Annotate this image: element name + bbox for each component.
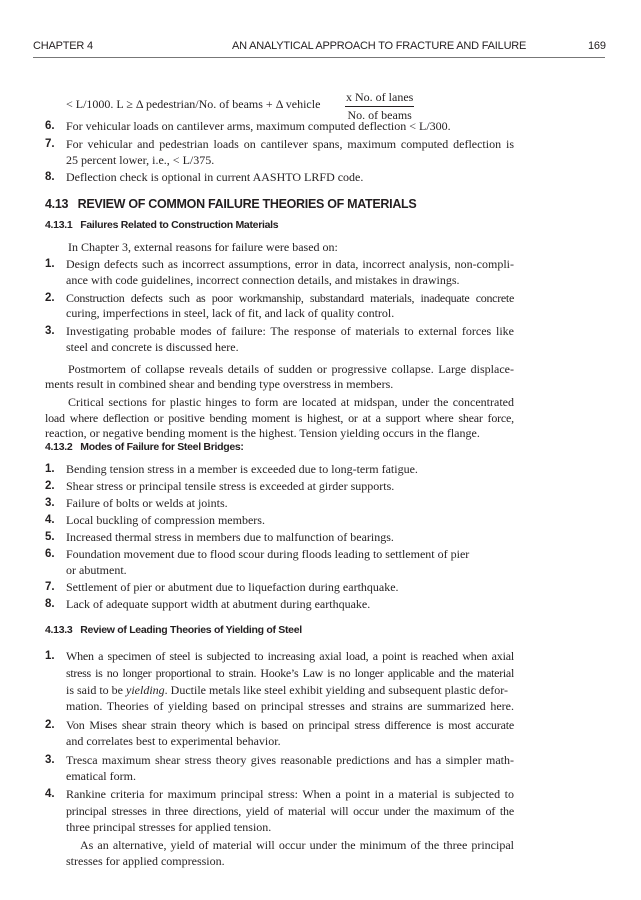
header-rule xyxy=(33,57,605,58)
section-heading xyxy=(45,197,416,211)
list-item-line: Foundation movement due to flood scour during floods leading to settlement of pier xyxy=(66,547,470,561)
subsection-number: 4.13.2 xyxy=(45,441,73,453)
list-number: 2. xyxy=(45,480,55,492)
list-item-line: Rankine criteria for maximum principal stress: When a point in a material is subjected to xyxy=(66,787,514,801)
list-item-line: and correlates best to experimental behavior. xyxy=(66,734,281,748)
list-number: 6. xyxy=(45,120,55,132)
fraction-denominator: No. of beams xyxy=(347,108,412,122)
chapter-label: CHAPTER 4 xyxy=(33,40,93,52)
list-number: 4. xyxy=(45,514,55,526)
paragraph-line: load where deflection or positive bending moment is highest, or at a support where shear force, xyxy=(45,411,514,425)
subsection-title: Review of Leading Theories of Yielding of Steel xyxy=(80,624,302,636)
subsection-title: Failures Related to Construction Materials xyxy=(80,219,279,231)
list-number: 1. xyxy=(45,650,55,662)
text-run: . Ductile metals like steel exhibit yielding and subsequent plastic defor- xyxy=(164,683,508,697)
list-item-line: or abutment. xyxy=(66,563,127,577)
list-number: 2. xyxy=(45,719,55,731)
list-number: 1. xyxy=(45,258,55,270)
paragraph-line: reaction, or negative bending moment is the highest. Tension yielding occurs in the flange. xyxy=(45,426,480,440)
list-number: 1. xyxy=(45,463,55,475)
list-item-line: Settlement of pier or abutment due to liquefaction during earthquake. xyxy=(66,580,399,594)
list-number: 8. xyxy=(45,598,55,610)
list-number: 3. xyxy=(45,754,55,766)
paragraph-line: stresses for applied compression. xyxy=(66,854,225,868)
text-run: is said to be xyxy=(66,683,123,697)
list-item-line: mation. Theories of yielding based on principal stresses and strains are summarized here. xyxy=(66,699,514,713)
intro-paragraph: In Chapter 3, external reasons for failure were based on: xyxy=(68,240,338,254)
list-item-line: Construction defects such as poor workmanship, substandard materials, inadequate concrete xyxy=(66,291,514,305)
list-item-line: 25 percent lower, i.e., < L/375. xyxy=(66,153,215,167)
list-item-line: Local buckling of compression members. xyxy=(66,513,265,527)
list-item-line: Increased thermal stress in members due to malfunction of bearings. xyxy=(66,530,394,544)
subsection-title: Modes of Failure for Steel Bridges: xyxy=(80,441,244,453)
list-item-line: Investigating probable modes of failure: The response of materials to external forces like xyxy=(66,324,514,338)
list-item-line: For vehicular and pedestrian loads on cantilever spans, maximum computed deflection is xyxy=(66,137,514,151)
page-number: 169 xyxy=(588,40,606,52)
list-item-line: Lack of adequate support width at abutment during earthquake. xyxy=(66,597,371,611)
list-item-line: three principal stresses for applied tension. xyxy=(66,820,272,834)
list-number: 3. xyxy=(45,497,55,509)
list-item-line: For vehicular loads on cantilever arms, maximum computed deflection < L/300. xyxy=(66,119,451,133)
list-item-line: principal stresses in three directions, yield of material will occur under the maximum of the xyxy=(66,804,514,818)
running-title: AN ANALYTICAL APPROACH TO FRACTURE AND FAILURE xyxy=(232,40,527,52)
subsection-heading xyxy=(45,219,278,231)
subsection-number: 4.13.3 xyxy=(45,624,73,636)
list-item-line: steel and concrete is discussed here. xyxy=(66,340,239,354)
list-item-line: Deflection check is optional in current AASHTO LRFD code. xyxy=(66,170,364,184)
list-number: 4. xyxy=(45,788,55,800)
subsection-number: 4.13.1 xyxy=(45,219,73,231)
list-number: 6. xyxy=(45,548,55,560)
paragraph-line: Postmortem of collapse reveals details of sudden or progressive collapse. Large displace- xyxy=(68,362,514,376)
paragraph-line: Critical sections for plastic hinges to form are located at midspan, under the concentrated xyxy=(68,395,514,409)
emphasis-yielding: yielding xyxy=(126,683,165,697)
list-item-line: Bending tension stress in a member is exceeded due to long-term fatigue. xyxy=(66,462,418,476)
list-item-line xyxy=(66,683,514,698)
list-number: 7. xyxy=(45,581,55,593)
paragraph-line: ments result in combined shear and bending type overstress in members. xyxy=(45,377,394,391)
list-number: 8. xyxy=(45,171,55,183)
list-item-line: When a specimen of steel is subjected to increasing axial load, a point is reached when axial xyxy=(66,649,514,663)
list-number: 2. xyxy=(45,292,55,304)
list-number: 5. xyxy=(45,531,55,543)
fraction-numerator: x No. of lanes xyxy=(345,90,414,107)
list-number: 3. xyxy=(45,325,55,337)
list-item-line: Von Mises shear strain theory which is based on principal stress difference is most accurate xyxy=(66,718,514,732)
list-item-line: Design defects such as incorrect assumptions, error in data, incorrect analysis, non-compli- xyxy=(66,257,514,271)
section-number: 4.13 xyxy=(45,197,69,211)
list-item-line: Failure of bolts or welds at joints. xyxy=(66,496,228,510)
list-item-line: Tresca maximum shear stress theory gives reasonable predictions and has a simpler math- xyxy=(66,753,514,767)
list-item-line: Shear stress or principal tensile stress is exceeded at girder supports. xyxy=(66,479,395,493)
paragraph-line: As an alternative, yield of material will occur under the minimum of the three principal xyxy=(80,838,514,852)
list-item-line: ematical form. xyxy=(66,769,136,783)
formula-lead: < L/1000. L ≥ Δ pedestrian/No. of beams + Δ vehicle xyxy=(66,97,321,111)
subsection-heading xyxy=(45,441,244,453)
list-item-line: ance with code guidelines, incorrect connection details, and mistakes in drawings. xyxy=(66,273,460,287)
section-title: REVIEW OF COMMON FAILURE THEORIES OF MATERIALS xyxy=(77,197,417,211)
list-item-line: stress is no longer proportional to strain. Hooke’s Law is no longer applicable and the material xyxy=(66,666,514,680)
subsection-heading xyxy=(45,624,302,636)
list-item-line: curing, imperfections in steel, lack of fit, and lack of quality control. xyxy=(66,306,395,320)
list-number: 7. xyxy=(45,138,55,150)
